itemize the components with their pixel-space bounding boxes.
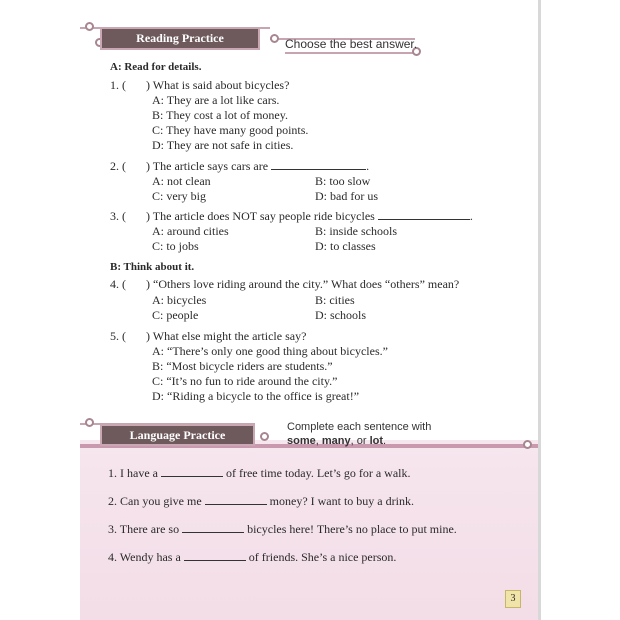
question-5 [110, 329, 306, 344]
section-b-heading: B: Think about it. [110, 261, 195, 273]
paren-close: ) [146, 159, 150, 173]
deco-circle [270, 34, 279, 43]
reading-instruction: Choose the best answer. [285, 37, 418, 51]
option-d: D: They are not safe in cities. [152, 138, 294, 152]
sentence-start: 3. There are so [108, 522, 180, 536]
deco-circle [85, 22, 94, 31]
option-a: A: around cities [152, 224, 229, 238]
word-many: many [321, 435, 351, 447]
question-number: 4. ( [110, 277, 126, 291]
fill-blank[interactable] [205, 494, 267, 505]
option-a: A: They are a lot like cars. [152, 93, 280, 107]
question-3 [110, 209, 473, 224]
question-number: 2. ( [110, 159, 126, 173]
question-1 [110, 78, 289, 93]
option-c: C: people [152, 308, 199, 322]
sentence-end: money? I want to buy a drink. [269, 494, 414, 508]
header-underline [285, 52, 417, 54]
page-number: 3 [505, 590, 521, 608]
period: . [366, 159, 370, 173]
option-b: B: inside schools [315, 224, 398, 238]
question-number: 3. ( [110, 209, 126, 223]
option-b: B: “Most bicycle riders are students.” [152, 359, 333, 373]
question-stem: The article does NOT say people ride bicycles [152, 209, 375, 223]
option-c: C: very big [152, 189, 206, 203]
period: . [383, 435, 387, 447]
paren-close: ) [146, 209, 150, 223]
language-instruction [287, 420, 431, 448]
fill-blank[interactable] [161, 466, 223, 477]
option-c: C: “It’s no fun to ride around the city.” [152, 374, 338, 388]
deco-circle [260, 432, 269, 441]
option-b: B: They cost a lot of money. [152, 108, 288, 122]
word-lot: lot [369, 435, 384, 447]
section-a-heading: A: Read for details. [110, 61, 202, 73]
separator: , or [350, 435, 367, 447]
option-c: C: to jobs [152, 239, 199, 253]
option-b: B: cities [315, 293, 355, 307]
option-d: D: to classes [315, 239, 376, 253]
option-a: A: bicycles [152, 293, 207, 307]
fill-blank[interactable] [184, 550, 246, 561]
language-practice-badge: Language Practice [100, 424, 255, 446]
instruction-line [287, 434, 431, 448]
paren-close: ) [146, 78, 150, 92]
language-sentence-4 [108, 550, 396, 565]
question-stem: What else might the article say? [152, 329, 307, 343]
question-stem: “Others love riding around the city.” What does “others” mean? [153, 277, 460, 291]
paren-close: ) [146, 329, 150, 343]
question-stem: The article says cars are [152, 159, 269, 173]
language-sentence-2 [108, 494, 414, 509]
question-number: 5. ( [110, 329, 126, 343]
sentence-start: 4. Wendy has a [108, 550, 181, 564]
option-d: D: bad for us [315, 189, 378, 203]
sentence-end: bicycles here! There’s no place to put mine. [247, 522, 457, 536]
fill-blank[interactable] [378, 209, 470, 220]
language-sentence-3 [108, 522, 457, 537]
page-edge [538, 0, 541, 620]
deco-circle [85, 418, 94, 427]
sentence-start: 1. I have a [108, 466, 158, 480]
language-sentence-1 [108, 466, 410, 481]
question-number: 1. ( [110, 78, 126, 92]
option-c: C: They have many good points. [152, 123, 309, 137]
instruction-line: Complete each sentence with [287, 421, 432, 433]
word-some: some [287, 435, 316, 447]
reading-practice-badge: Reading Practice [100, 27, 260, 50]
option-a: A: “There’s only one good thing about bicycles.” [152, 344, 388, 358]
option-d: D: “Riding a bicycle to the office is great!” [152, 389, 360, 403]
deco-circle [523, 440, 532, 449]
option-d: D: schools [315, 308, 366, 322]
question-stem: What is said about bicycles? [152, 78, 290, 92]
option-b: B: too slow [315, 174, 371, 188]
option-a: A: not clean [152, 174, 211, 188]
fill-blank[interactable] [182, 522, 244, 533]
sentence-start: 2. Can you give me [108, 494, 202, 508]
separator: , [315, 435, 319, 447]
fill-blank[interactable] [271, 159, 366, 170]
sentence-end: of free time today. Let’s go for a walk. [225, 466, 411, 480]
worksheet-page [80, 0, 540, 620]
sentence-end: of friends. She’s a nice person. [248, 550, 397, 564]
period: . [469, 209, 473, 223]
paren-close: ) [146, 277, 150, 291]
question-2 [110, 159, 369, 174]
question-4 [110, 277, 459, 292]
